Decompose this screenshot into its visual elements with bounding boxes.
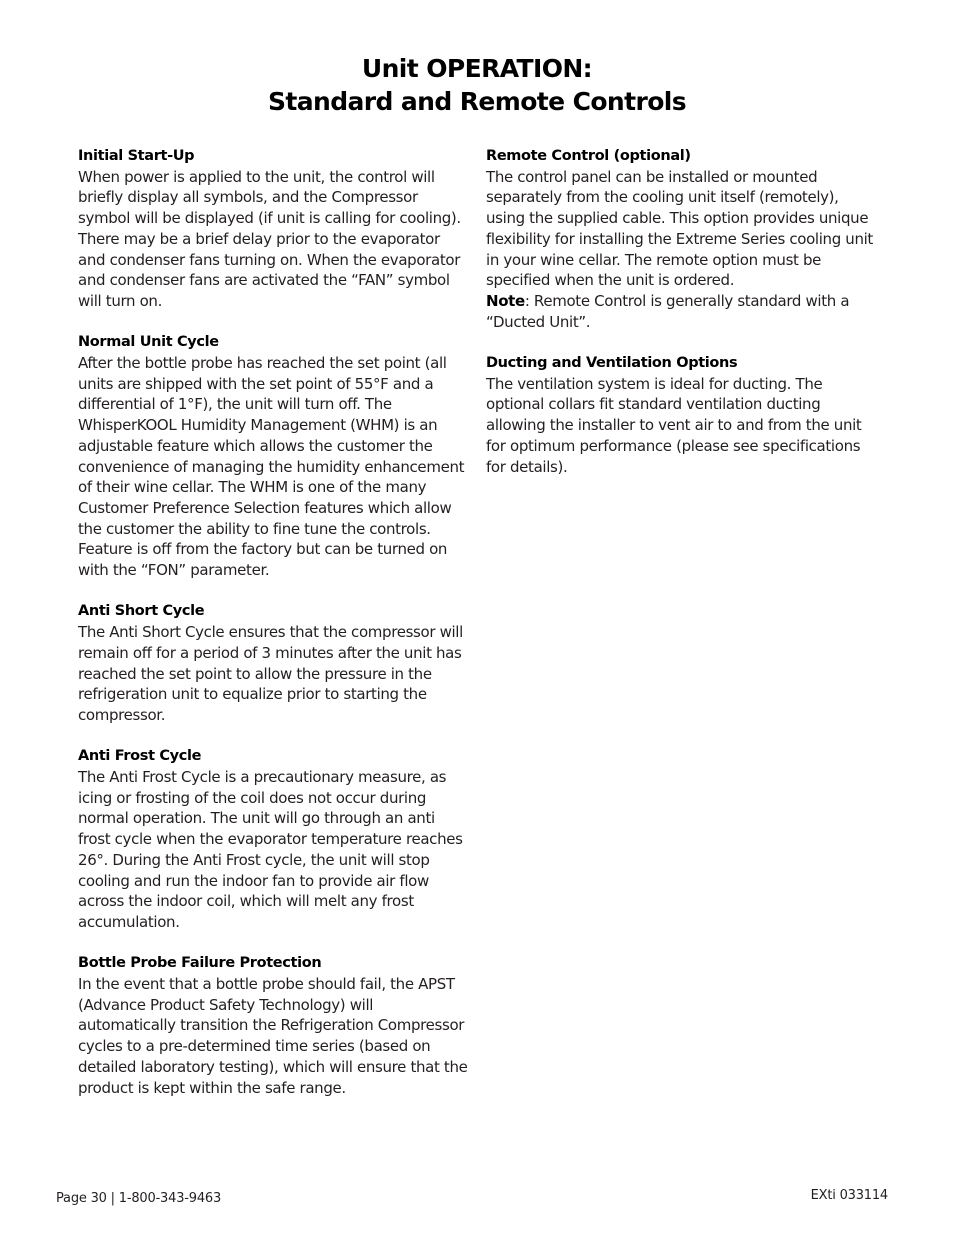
- section-heading: Ducting and Ventilation Options: [486, 355, 738, 372]
- left-column: [78, 146, 470, 1119]
- right-column: [486, 146, 878, 498]
- section-body: The control panel can be installed or mounted separately from the cooling unit itself (remotely), using the supplied cable. This option provides unique flexibility for installing the Extreme Series cooling unit in your wine cellar. The remote option must be specified when the unit is ordered.: [486, 167, 873, 290]
- section-body: The ventilation system is ideal for ducting. The optional collars fit standard ventilation ducting allowing the installer to vent air to and from the unit for optimum performance (please see specifications for details).: [486, 374, 862, 476]
- page-title-line-2: Standard and Remote Controls: [267, 87, 687, 116]
- section-heading: Initial Start-Up: [78, 148, 195, 164]
- section-body: After the bottle probe has reached the set point (all units are shipped with the set point of 55°F and a differential of 1°F), the unit will turn off. The WhisperKOOL Humidity Management (WHM) is an adjustable feature which allows the customer the convenience of managing the humidity enhancement of their wine cellar. The WHM is one of the many Customer Preference Selection features which allow the customer the ability to fine tune the controls. Feature is off from the factory but can be turned on with the “FON” parameter.: [78, 354, 465, 580]
- section-heading: Remote Control (optional): [486, 148, 691, 164]
- remote-control-note: [486, 291, 878, 332]
- section-body: In the event that a bottle probe should fail, the APST (Advance Product Safety Technology) will automatically transition the Refrigeration Compressor cycles to a pre-determined time series (based on detailed laboratory testing), which will ensure that the product is kept within the safe range.: [78, 975, 468, 1097]
- page-title-line-1: Unit OPERATION:: [361, 54, 593, 83]
- section-body: The Anti Short Cycle ensures that the compressor will remain off for a period of 3 minutes after the unit has reached the set point to allow the pressure in the refrigeration unit to equalize prior to starting the compressor.: [78, 623, 463, 724]
- section-ducting-and-ventilation: [486, 353, 878, 477]
- section-heading: Normal Unit Cycle: [78, 334, 219, 351]
- section-anti-short-cycle: [78, 601, 470, 725]
- section-remote-control: [486, 146, 878, 332]
- section-anti-frost-cycle: [78, 746, 470, 932]
- section-heading: Bottle Probe Failure Protection: [78, 955, 322, 972]
- section-body: When power is applied to the unit, the control will briefly display all symbols, and the Compressor symbol will be displayed (if unit is calling for cooling). There may be a brief delay prior to the evaporator and condenser fans turning on. When the evaporator and condenser fans are activated the “FAN” symbol will turn on.: [78, 167, 461, 310]
- section-bottle-probe-failure-protection: [78, 953, 470, 1098]
- note-text: : Remote Control is generally standard with a “Ducted Unit”.: [486, 291, 850, 331]
- footer-document-code: EXti 033114: [810, 1188, 888, 1203]
- footer-page-and-phone: Page 30 | 1-800-343-9463: [56, 1191, 222, 1206]
- note-label: Note: [486, 291, 525, 310]
- section-heading: Anti Short Cycle: [78, 603, 205, 620]
- section-heading: Anti Frost Cycle: [78, 748, 202, 765]
- section-initial-start-up: [78, 146, 470, 312]
- section-normal-unit-cycle: [78, 332, 470, 580]
- section-body: The Anti Frost Cycle is a precautionary measure, as icing or frosting of the coil does not occur during normal operation. The unit will go through an anti frost cycle when the evaporator temperature reaches 26°. During the Anti Frost cycle, the unit will stop cooling and run the indoor fan to provide air flow across the indoor coil, which will melt any frost accumulation.: [78, 768, 463, 931]
- page-title: [0, 52, 954, 118]
